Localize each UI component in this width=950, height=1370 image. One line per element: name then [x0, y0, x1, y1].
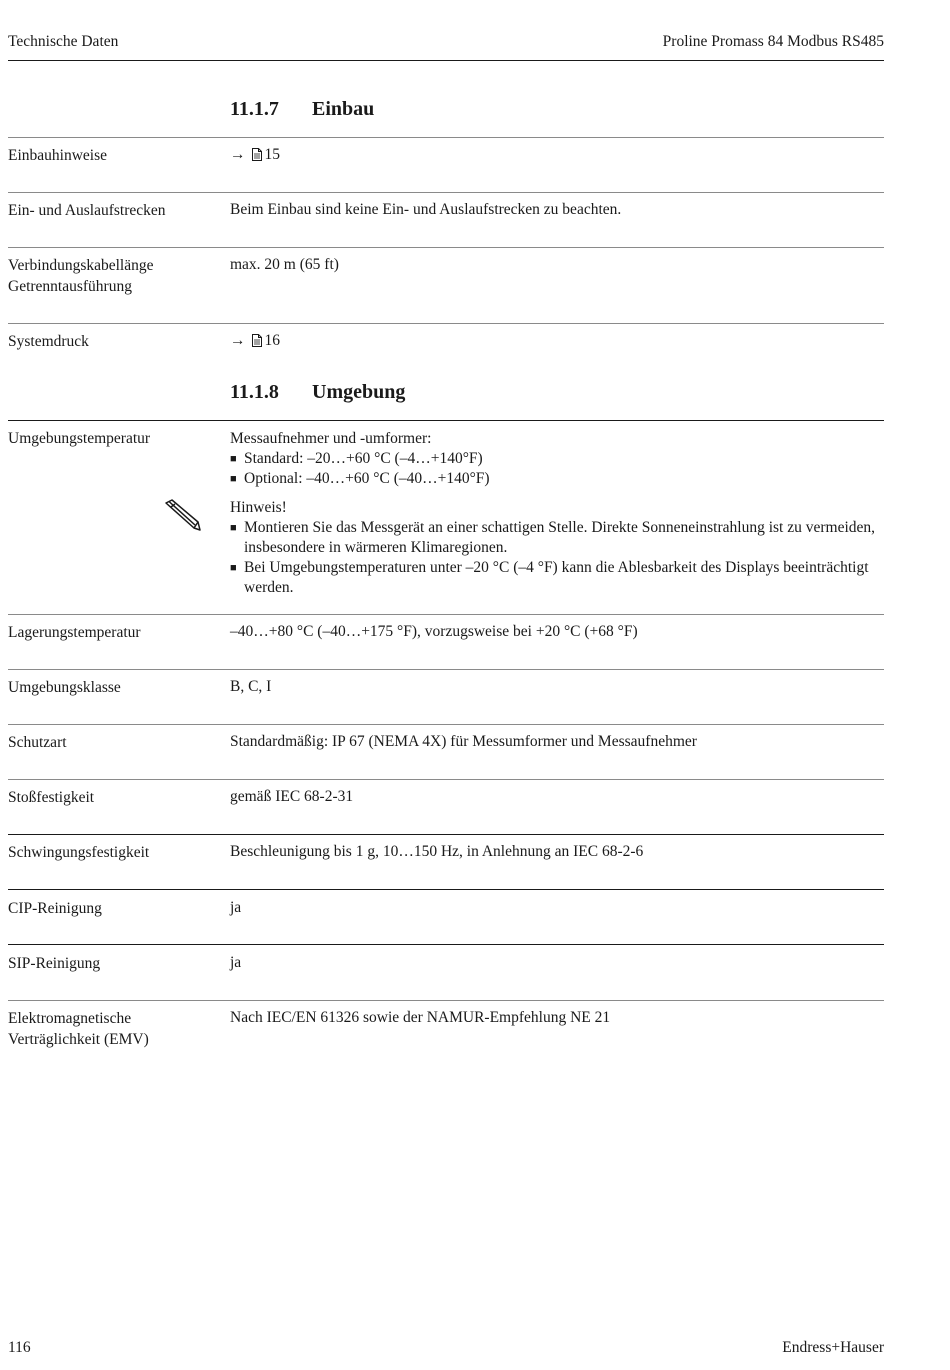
arrow-icon: → [230, 146, 246, 163]
page-number: 116 [8, 1339, 31, 1356]
page-reference: 15 [264, 146, 280, 163]
row-value-umgebungstemperatur [230, 429, 880, 598]
row-value-schutzart: Standardmäßig: IP 67 (NEMA 4X) für Messumformer und Messaufnehmer [230, 733, 697, 750]
section-heading-umgebung [230, 381, 405, 404]
running-header-left: Technische Daten [8, 33, 119, 50]
running-header-right: Proline Promass 84 Modbus RS485 [662, 33, 884, 50]
row-divider [8, 323, 884, 324]
header-divider [8, 60, 884, 61]
label-line: Verbindungskabellänge [8, 257, 154, 274]
pencil-note-icon [160, 498, 202, 532]
list-item: ■ Montieren Sie das Messgerät an einer schattigen Stelle. Direkte Sonneneinstrahlung ist zu vermeiden, insbesondere in wärmeren Klimaregionen. [230, 519, 876, 556]
section-title: Einbau [312, 98, 375, 120]
row-value-sip: ja [230, 954, 242, 971]
row-value-einbauhinweise[interactable] [230, 145, 880, 165]
list-item: ■ Bei Umgebungstemperaturen unter –20 °C (–4 °F) kann die Ablesbarkeit des Displays beeinträchtigt werden. [230, 559, 869, 596]
row-divider [8, 944, 884, 945]
row-label-lagerung: Lagerungstemperatur [8, 624, 141, 641]
page-reference-icon [252, 148, 262, 161]
row-value-systemdruck[interactable] [230, 331, 880, 351]
row-label-schwingung: Schwingungsfestigkeit [8, 844, 150, 861]
row-divider [8, 420, 884, 421]
bullet-square: ■ [230, 562, 237, 574]
note-title: Hinweis! [230, 499, 287, 516]
section-heading-einbau [230, 98, 374, 121]
row-divider [8, 724, 884, 725]
row-value-emv: Nach IEC/EN 61326 sowie der NAMUR-Empfehlung NE 21 [230, 1009, 611, 1026]
page-reference: 16 [264, 332, 280, 349]
row-value-schwingung: Beschleunigung bis 1 g, 10…150 Hz, in Anlehnung an IEC 68-2-6 [230, 843, 644, 860]
arrow-icon: → [230, 332, 246, 349]
row-divider [8, 889, 884, 890]
row-value-cip: ja [230, 899, 242, 916]
row-value-kabellaenge: max. 20 m (65 ft) [230, 256, 339, 273]
row-label-umgebungstemperatur: Umgebungstemperatur [8, 430, 151, 447]
label-line: Getrenntausführung [8, 278, 132, 295]
row-label-einbauhinweise: Einbauhinweise [8, 147, 108, 164]
row-divider [8, 614, 884, 615]
label-line: Verträglichkeit (EMV) [8, 1031, 149, 1048]
row-label-systemdruck: Systemdruck [8, 333, 89, 350]
row-value-lagerung: –40…+80 °C (–40…+175 °F), vorzugsweise bei +20 °C (+68 °F) [230, 623, 638, 640]
row-label-cip: CIP-Reinigung [8, 900, 102, 917]
row-value-laufstrecken: Beim Einbau sind keine Ein- und Auslaufstrecken zu beachten. [230, 201, 622, 218]
label-line: Elektromagnetische [8, 1010, 132, 1027]
row-value-stoss: gemäß IEC 68-2-31 [230, 788, 354, 805]
row-label-sip: SIP-Reinigung [8, 955, 101, 972]
temperature-intro: Messaufnehmer und -umformer: [230, 430, 432, 447]
row-label-schutzart: Schutzart [8, 734, 67, 751]
row-value-klasse: B, C, I [230, 678, 272, 695]
bullet-square: ■ [230, 473, 237, 485]
footer-brand: Endress+Hauser [782, 1339, 884, 1356]
bullet-square: ■ [230, 453, 237, 465]
row-label-kabellaenge [8, 255, 218, 297]
row-divider [8, 247, 884, 248]
row-divider [8, 192, 884, 193]
row-label-stoss: Stoßfestigkeit [8, 789, 95, 806]
row-label-emv [8, 1008, 218, 1050]
list-item: ■ Optional: –40…+60 °C (–40…+140°F) [230, 470, 490, 487]
row-divider [8, 669, 884, 670]
bullet-square: ■ [230, 522, 237, 534]
row-divider [8, 137, 884, 138]
row-label-laufstrecken: Ein- und Auslaufstrecken [8, 202, 166, 219]
row-label-klasse: Umgebungsklasse [8, 679, 121, 696]
row-divider [8, 1000, 884, 1001]
row-divider [8, 834, 884, 835]
row-divider [8, 779, 884, 780]
section-number: 11.1.7 [230, 98, 279, 120]
section-title: Umgebung [312, 381, 406, 403]
page-reference-icon [252, 334, 262, 347]
list-item: ■ Standard: –20…+60 °C (–4…+140°F) [230, 450, 483, 467]
section-number: 11.1.8 [230, 381, 279, 403]
